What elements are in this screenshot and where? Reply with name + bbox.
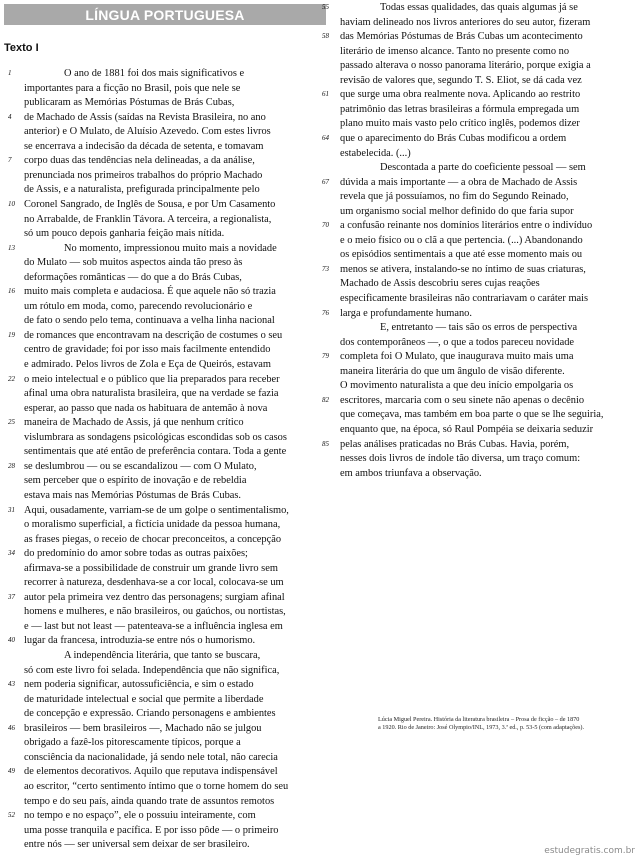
line-number bbox=[322, 15, 336, 30]
line-number bbox=[322, 291, 336, 306]
line-number bbox=[322, 102, 336, 117]
line-number: 1 bbox=[8, 69, 12, 77]
line-number bbox=[8, 517, 22, 532]
text-line: especificamente brasileiras não contrariavam o caráter mais bbox=[340, 293, 589, 304]
line-number: 49 bbox=[8, 767, 15, 776]
text-line: anterior) e O Mulato, de Aluísio Azevedo. Com estes livros bbox=[24, 126, 271, 138]
line-number bbox=[322, 58, 336, 73]
text-line: do Mulato — sob muitos aspectos ainda tão preso às bbox=[24, 257, 243, 269]
text-line: Descontada a parte do coeficiente pessoal — sem bbox=[380, 162, 586, 174]
text-line: obrigado a fazê-los pitorescamente típicos, porque a bbox=[24, 737, 241, 749]
line-number bbox=[322, 44, 336, 59]
text-line: O movimento naturalista a que deu início empolgaria os bbox=[340, 380, 574, 392]
text-line: vislumbrara as sondagens psicológicas escondidas sob os casos bbox=[24, 431, 287, 443]
text-line: nem poderia significar, autossuficiência, e sim o estado bbox=[24, 679, 254, 691]
text-line: ao escritor, “certo sentimento íntimo que o torne homem do seu bbox=[24, 780, 289, 792]
text-line: consciência da nacionalidade, já sendo nele total, não carecia bbox=[24, 751, 278, 763]
text-line: prenunciada nos primeiros trabalhos do próprio Machado bbox=[24, 169, 263, 181]
text-line: literário de imenso alcance. Tanto no presente como no bbox=[340, 45, 570, 57]
line-number bbox=[8, 212, 22, 227]
line-number bbox=[8, 663, 22, 678]
line-number bbox=[322, 276, 336, 291]
text-line: que começava, mas também em boa parte o que se lhe seguiria, bbox=[340, 409, 604, 421]
text-line: os episódios sentimentais a que até esse momento mais ou bbox=[340, 249, 583, 261]
text-line: se deslumbrou — ou se escandalizou — com O Mulato, bbox=[24, 460, 257, 472]
line-number: 25 bbox=[8, 418, 15, 427]
line-number bbox=[8, 532, 22, 547]
line-number: 43 bbox=[8, 680, 15, 689]
text-line: haviam delineado nos livros anteriores do seu autor, fizeram bbox=[340, 16, 591, 28]
line-number bbox=[322, 146, 336, 161]
text-line: escritores, marcaria com o seu sinete não apenas o decênio bbox=[340, 394, 585, 406]
text-line: dos contemporâneos —, o que a todos pareceu novidade bbox=[340, 336, 575, 348]
text-line: Aqui, ousadamente, varriam-se de um golpe o sentimentalismo, bbox=[24, 504, 289, 516]
line-number bbox=[8, 81, 22, 96]
line-number: 13 bbox=[8, 243, 15, 252]
text-line: homens e mulheres, e não brasileiros, ou gaúchos, ou nortistas, bbox=[24, 606, 286, 618]
text-line: e admirado. Pelos livros de Zola e Eça de Queirós, estavam bbox=[24, 359, 271, 370]
text-line: entre nós — ser universal sem deixar de ser brasileiro. bbox=[24, 839, 250, 851]
text-line: A independência literária, que tanto se buscara, bbox=[64, 650, 261, 661]
line-number bbox=[322, 320, 336, 335]
text-line: E, entretanto — tais são os erros de perspectiva bbox=[380, 322, 578, 334]
line-number bbox=[322, 422, 336, 437]
line-number bbox=[322, 466, 336, 481]
line-number bbox=[8, 648, 22, 663]
text-line: No momento, impressionou muito mais a novidade bbox=[64, 242, 277, 254]
line-number: 10 bbox=[8, 199, 15, 208]
line-number: 55 bbox=[322, 3, 329, 11]
line-number: 64 bbox=[322, 133, 329, 142]
line-number bbox=[322, 364, 336, 379]
text-line: que surge uma obra realmente nova. Aplicando ao restrito bbox=[340, 89, 581, 101]
text-line: patrimônio das letras brasileiras a fórmula empregada um bbox=[340, 103, 580, 115]
text-line: de elementos decorativos. Aquilo que reputava indispensável bbox=[24, 766, 278, 778]
text-line: tempo e do seu país, ainda quando trate de assuntos remotos bbox=[24, 795, 275, 807]
text-line: O ano de 1881 foi dos mais significativos e bbox=[64, 68, 245, 79]
line-number: 34 bbox=[8, 549, 15, 558]
line-number bbox=[8, 575, 22, 590]
text-line: centro de gravidade; foi por isso mais facilmente entendido bbox=[24, 344, 271, 356]
line-number bbox=[8, 139, 22, 154]
line-number bbox=[8, 779, 22, 794]
line-number bbox=[8, 299, 22, 314]
line-number bbox=[8, 357, 22, 372]
text-line: a confusão reinante nos domínios literários entre o indivíduo bbox=[340, 220, 593, 232]
line-number bbox=[322, 378, 336, 393]
line-number: 82 bbox=[322, 395, 329, 404]
text-line: o moralismo superficial, a fictícia unidade da pessoa humana, bbox=[24, 519, 281, 531]
text-line: se encerrava a indecisão da década de setenta, e tomavam bbox=[24, 140, 264, 152]
line-number: 28 bbox=[8, 461, 15, 470]
line-number bbox=[322, 204, 336, 219]
text-line: menos se ativera, instalando-se no íntimo de suas criaturas, bbox=[340, 263, 586, 275]
text-line: e o meio físico ou o clã a que pertencia. (...) Abandonando bbox=[340, 234, 583, 246]
line-number bbox=[8, 823, 22, 838]
text-line: corpo duas das tendências nela delineadas, a da análise, bbox=[24, 155, 255, 167]
line-number bbox=[8, 430, 22, 445]
line-number: 79 bbox=[322, 352, 329, 361]
line-number bbox=[322, 233, 336, 248]
text-line: das Memórias Póstumas de Brás Cubas um acontecimento bbox=[340, 31, 583, 43]
text-line: no Arrabalde, de Franklin Távora. A terceira, a regionalista, bbox=[24, 213, 272, 225]
text-line: deformações românticas — do que a do Brás Cubas, bbox=[24, 271, 242, 283]
line-number bbox=[322, 160, 336, 175]
text-label: Texto I bbox=[4, 42, 39, 54]
text-line: só com este livro foi selada. Independência que não significa, bbox=[24, 664, 280, 676]
line-number: 61 bbox=[322, 90, 329, 99]
text-line: autor pela primeira vez dentro das personagens; surgiam afinal bbox=[24, 591, 285, 603]
line-number: 73 bbox=[322, 264, 329, 273]
line-number: 31 bbox=[8, 505, 15, 514]
text-line: as frases piegas, o receio de chocar preconceitos, a concepção bbox=[24, 533, 282, 545]
line-number bbox=[8, 561, 22, 576]
line-number bbox=[8, 386, 22, 401]
line-number bbox=[8, 255, 22, 270]
line-number bbox=[8, 342, 22, 357]
line-number: 19 bbox=[8, 330, 15, 339]
line-number bbox=[322, 451, 336, 466]
text-line: afinal uma obra naturalista brasileira, que na verdade se fazia bbox=[24, 388, 279, 400]
text-line: e — last but not least — patenteava-se a influência inglesa em bbox=[24, 620, 283, 632]
text-line: Todas essas qualidades, das quais algumas já se bbox=[380, 2, 578, 13]
line-number bbox=[8, 270, 22, 285]
line-number bbox=[8, 706, 22, 721]
line-number bbox=[8, 401, 22, 416]
text-line: maneira literária do que um ângulo de visão diferente. bbox=[340, 365, 565, 377]
text-line: publicaram as Memórias Póstumas de Brás Cubas, bbox=[24, 97, 235, 109]
text-line: do predomínio do amor sobre todas as outras paixões; bbox=[24, 548, 248, 560]
text-line: em ambos triunfava a observação. bbox=[340, 467, 482, 479]
text-line: esperar, ao passo que nada os habituara de antemão à nova bbox=[24, 402, 268, 414]
text-line: plano muito mais vasto pelo crítico inglês, podemos dizer bbox=[340, 118, 580, 130]
text-line: uma posse tranquila e pacífica. E por isso pôde — o primeiro bbox=[24, 824, 279, 836]
line-number: 7 bbox=[8, 156, 12, 165]
text-line: revisão de valores que, segundo T. S. Eliot, se dá cada vez bbox=[340, 74, 582, 86]
text-line: Coronel Sangrado, de Inglês de Sousa, e por Um Casamento bbox=[24, 198, 276, 210]
line-number bbox=[8, 182, 22, 197]
text-line: um rótulo em moda, como, parecendo revolucionário e bbox=[24, 300, 253, 312]
text-line: enquanto que, na época, só Raul Pompéia se deixaria seduzir bbox=[340, 423, 594, 435]
section-title: LÍNGUA PORTUGUESA bbox=[85, 6, 245, 23]
line-number bbox=[8, 313, 22, 328]
text-line: de Assis, e a naturalista, prefigurada principalmente pelo bbox=[24, 184, 260, 196]
line-number bbox=[322, 116, 336, 131]
text-line: só um pouco depois ganharia feição mais nítida. bbox=[24, 228, 225, 240]
text-line: de maturidade intelectual e social que permite a liberdade bbox=[24, 693, 264, 705]
text-line: um organismo social melhor definido do que faria supor bbox=[340, 205, 574, 217]
text-line: de concepção e expressão. Criando personagens e ambientes bbox=[24, 708, 276, 720]
line-number bbox=[8, 692, 22, 707]
line-number bbox=[8, 604, 22, 619]
text-line: Machado de Assis descobriu seres cujas reações bbox=[340, 278, 540, 290]
line-number: 37 bbox=[8, 592, 15, 601]
text-line: que o aparecimento do Brás Cubas modificou a ordem bbox=[340, 132, 567, 144]
line-number bbox=[322, 189, 336, 204]
site-watermark: estudegratis.com.br bbox=[544, 846, 635, 856]
line-number bbox=[322, 73, 336, 88]
source-citation-line-2: a 1920. Rio de Janeiro: José Olympio/INL, 1973, 3.ª ed., p. 53-5 (com adaptações). bbox=[378, 724, 585, 731]
line-number bbox=[322, 335, 336, 350]
line-number bbox=[8, 168, 22, 183]
text-line: afirmava-se a possibilidade de construir um grande livro sem bbox=[24, 562, 278, 574]
section-header bbox=[4, 4, 326, 25]
text-line: importantes para a ficção no Brasil, pois que nele se bbox=[24, 82, 241, 94]
text-line: estabelecida. (...) bbox=[340, 147, 411, 159]
text-line: de fato o sendo pelo tema, continuava a velha linha nacional bbox=[24, 315, 275, 327]
text-line: recorrer à natureza, desdenhava-se a cor local, colocava-se um bbox=[24, 577, 284, 589]
line-number bbox=[8, 735, 22, 750]
line-number: 70 bbox=[322, 221, 329, 230]
line-number bbox=[8, 473, 22, 488]
line-number: 58 bbox=[322, 32, 329, 41]
text-line: pelas análises praticadas no Brás Cubas. Havia, porém, bbox=[340, 438, 570, 450]
line-number bbox=[8, 226, 22, 241]
text-line: sentimentais que até então de preferência contara. Toda a gente bbox=[24, 446, 287, 458]
text-line: muito mais completa e audaciosa. É que aquele não só trazia bbox=[24, 286, 276, 298]
line-number bbox=[8, 837, 22, 852]
text-line: dúvida a mais importante — a obra de Machado de Assis bbox=[340, 176, 578, 188]
source-citation-line-1: Lúcia Miguel Pereira. História da literatura brasileira – Prosa de ficção – de 1870 bbox=[378, 716, 580, 723]
line-number: 16 bbox=[8, 287, 15, 296]
text-line: de romances que encontravam na descrição de costumes o seu bbox=[24, 329, 283, 341]
line-number: 46 bbox=[8, 723, 15, 732]
line-number bbox=[8, 619, 22, 634]
line-number: 76 bbox=[322, 308, 329, 317]
line-number: 22 bbox=[8, 374, 15, 383]
text-line: larga e profundamente humano. bbox=[340, 307, 472, 319]
line-number bbox=[322, 247, 336, 262]
text-line: nesses dois livros de índole tão diversa, um traço comum: bbox=[340, 453, 581, 465]
line-number: 4 bbox=[8, 112, 12, 121]
text-line: brasileiros — bem brasileiros —, Machado não se julgou bbox=[24, 722, 262, 734]
line-number bbox=[8, 95, 22, 110]
text-line: o meio intelectual e o público que lia preparados para receber bbox=[24, 373, 280, 385]
line-number bbox=[8, 794, 22, 809]
text-line: lugar da francesa, introduzia-se entre nós o humorismo. bbox=[24, 635, 256, 647]
line-number bbox=[8, 488, 22, 503]
text-line: no tempo e no espaço”, ele o possuiu inteiramente, com bbox=[24, 810, 256, 822]
line-number: 40 bbox=[8, 636, 15, 645]
text-line: maneira de Machado de Assis, já que nenhum crítico bbox=[24, 417, 244, 429]
text-line: estava mais nas Memórias Póstumas de Brás Cubas. bbox=[24, 489, 242, 501]
line-number: 85 bbox=[322, 439, 329, 448]
text-line: de Machado de Assis (saídas na Revista Brasileira, no ano bbox=[24, 111, 266, 123]
text-line: revela que já possuíamos, no fim do Segundo Reinado, bbox=[340, 191, 569, 203]
line-number bbox=[8, 124, 22, 139]
line-number bbox=[8, 750, 22, 765]
line-number: 67 bbox=[322, 177, 329, 186]
line-number bbox=[8, 444, 22, 459]
text-line: passado alterava o nosso panorama literário, porque exigia a bbox=[340, 60, 591, 72]
line-number bbox=[322, 407, 336, 422]
text-line: sem perceber que o espírito de inovação e de rebeldia bbox=[24, 475, 247, 487]
line-number: 52 bbox=[8, 811, 15, 820]
text-line: completa foi O Mulato, que inaugurava muito mais uma bbox=[340, 351, 574, 363]
